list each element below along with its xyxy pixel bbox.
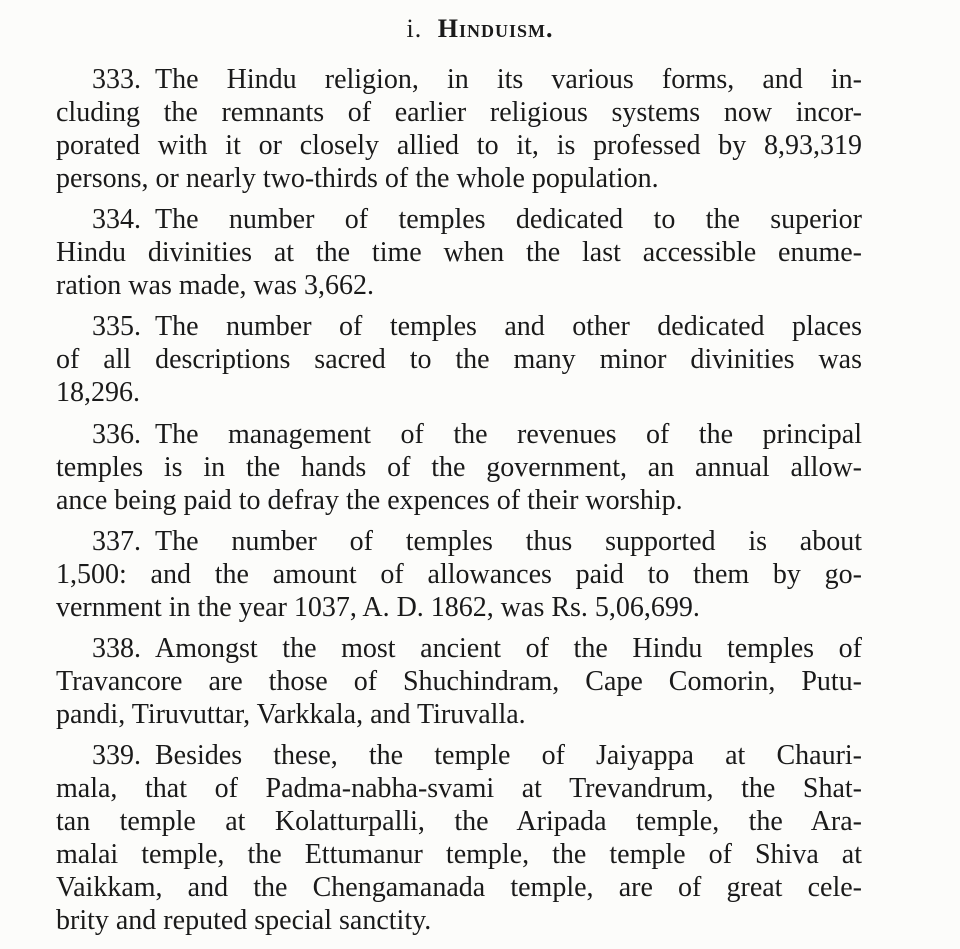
paragraph-line: malai temple, the Ettumanur temple, the temple of Shiva at [56,839,862,870]
paragraph-line: porated with it or closely allied to it, is professed by 8,93,319 [56,130,862,161]
paragraph-336 [56,418,862,517]
paragraph-line: Travancore are those of Shuchindram, Cape Comorin, Putu- [56,666,862,697]
paragraph-line: 1,500: and the amount of allowances paid to them by go- [56,559,862,590]
paragraph-line: persons, or nearly two-thirds of the whole population. [56,163,659,194]
paragraph-line: brity and reputed special sanctity. [56,905,432,936]
paragraph-number: 336. [92,419,141,450]
paragraph-line: vernment in the year 1037, A. D. 1862, was Rs. 5,06,699. [56,592,700,623]
paragraph-line: pandi, Tiruvuttar, Varkkala, and Tiruvalla. [56,699,526,730]
paragraph-333 [56,63,862,195]
paragraph-line: 333. The Hindu religion, in its various forms, and in- [92,64,862,95]
paragraph-line: of all descriptions sacred to the many minor divinities was [56,344,862,375]
paragraph-number: 335. [92,311,141,342]
paragraph-335 [56,310,862,409]
paragraph-line: 334. The number of temples dedicated to the superior [92,204,862,235]
paragraph-line: 338. Amongst the most ancient of the Hindu temples of [92,633,862,664]
section-heading [0,14,960,44]
paragraph-line: cluding the remnants of earlier religious systems now incor- [56,97,862,128]
paragraph-number: 338. [92,633,141,664]
paragraph-line: 335. The number of temples and other dedicated places [92,311,862,342]
paragraph-line: temples is in the hands of the government, an annual allow- [56,452,862,483]
paragraph-334 [56,203,862,302]
paragraph-line: Vaikkam, and the Chengamanada temple, are of great cele- [56,872,862,903]
paragraph-number: 337. [92,526,141,557]
paragraph-line: 336. The management of the revenues of the principal [92,419,862,450]
paragraph-339 [56,739,862,937]
paragraph-line: 18,296. [56,377,140,408]
paragraph-number: 334. [92,204,141,235]
paragraph-number: 333. [92,64,141,95]
paragraph-line: 339. Besides these, the temple of Jaiyappa at Chauri- [92,740,862,771]
section-title: Hinduism. [437,14,554,43]
paragraph-line: 337. The number of temples thus supported is about [92,526,862,557]
paragraph-line: tan temple at Kolatturpalli, the Aripada temple, the Ara- [56,806,862,837]
paragraph-line: ration was made, was 3,662. [56,270,375,301]
paragraph-number: 339. [92,740,141,771]
section-number: i. [406,14,423,43]
paragraph-line: ance being paid to defray the expences of their worship. [56,485,683,516]
paragraph-line: Hindu divinities at the time when the last accessible enume- [56,237,862,268]
paragraph-line: mala, that of Padma-nabha-svami at Trevandrum, the Shat- [56,773,862,804]
paragraph-337 [56,525,862,624]
paragraph-338 [56,632,862,731]
